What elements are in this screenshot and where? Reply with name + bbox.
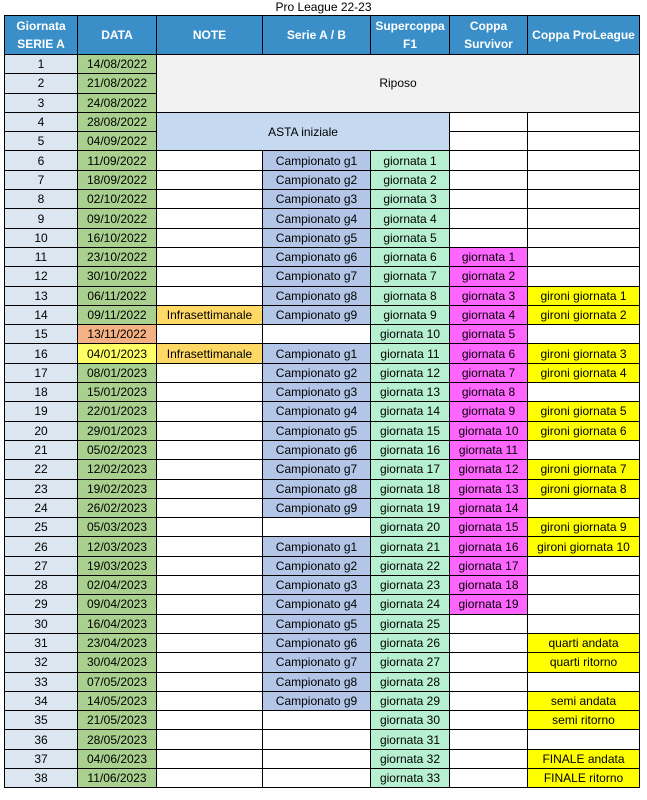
table-row [5, 653, 640, 672]
proleague-cell[interactable] [528, 440, 640, 459]
supercoppa-cell[interactable]: giornata 7 [371, 267, 450, 286]
survivor-cell[interactable]: giornata 8 [450, 383, 528, 402]
giornata-cell[interactable]: 5 [5, 132, 78, 151]
table-row [5, 363, 640, 382]
date-cell[interactable]: 19/03/2023 [78, 556, 157, 575]
table-row [5, 286, 640, 305]
date-cell[interactable]: 19/02/2023 [78, 479, 157, 498]
serie-cell[interactable] [263, 711, 371, 730]
proleague-cell[interactable]: gironi giornata 1 [528, 286, 640, 305]
giornata-cell[interactable]: 32 [5, 653, 78, 672]
note-cell[interactable] [157, 595, 263, 614]
giornata-cell[interactable]: 8 [5, 190, 78, 209]
serie-cell[interactable]: Campionato g5 [263, 614, 371, 633]
supercoppa-cell[interactable]: giornata 31 [371, 730, 450, 749]
giornata-cell[interactable]: 7 [5, 170, 78, 189]
supercoppa-cell[interactable]: giornata 1 [371, 151, 450, 170]
note-cell[interactable] [157, 768, 263, 787]
proleague-cell[interactable] [528, 267, 640, 286]
giornata-cell[interactable]: 6 [5, 151, 78, 170]
survivor-cell[interactable] [450, 768, 528, 787]
serie-cell[interactable]: Campionato g4 [263, 402, 371, 421]
note-cell[interactable] [157, 267, 263, 286]
serie-cell[interactable] [263, 730, 371, 749]
date-cell[interactable]: 12/03/2023 [78, 537, 157, 556]
supercoppa-cell[interactable]: giornata 8 [371, 286, 450, 305]
note-cell[interactable] [157, 537, 263, 556]
survivor-cell[interactable] [450, 691, 528, 710]
note-cell[interactable] [157, 633, 263, 652]
schedule-table [4, 15, 640, 788]
giornata-cell[interactable]: 28 [5, 576, 78, 595]
proleague-cell[interactable]: gironi giornata 9 [528, 518, 640, 537]
survivor-cell[interactable]: giornata 7 [450, 363, 528, 382]
proleague-cell[interactable] [528, 325, 640, 344]
proleague-cell[interactable] [528, 556, 640, 575]
date-cell[interactable]: 30/04/2023 [78, 653, 157, 672]
table-row [5, 498, 640, 517]
survivor-cell[interactable]: giornata 6 [450, 344, 528, 363]
date-cell[interactable]: 14/05/2023 [78, 691, 157, 710]
table-body [5, 55, 640, 788]
survivor-cell[interactable] [450, 730, 528, 749]
proleague-cell[interactable]: quarti andata [528, 633, 640, 652]
survivor-cell[interactable]: giornata 19 [450, 595, 528, 614]
date-cell[interactable]: 05/03/2023 [78, 518, 157, 537]
giornata-cell[interactable]: 3 [5, 93, 78, 112]
table-row [5, 730, 640, 749]
note-cell[interactable] [157, 576, 263, 595]
proleague-cell[interactable] [528, 672, 640, 691]
date-cell[interactable]: 06/11/2022 [78, 286, 157, 305]
table-row [5, 112, 640, 131]
date-cell[interactable]: 11/09/2022 [78, 151, 157, 170]
table-row [5, 595, 640, 614]
serie-cell[interactable]: Campionato g7 [263, 653, 371, 672]
survivor-cell[interactable]: giornata 1 [450, 247, 528, 266]
proleague-cell[interactable] [528, 151, 640, 170]
serie-cell[interactable] [263, 749, 371, 768]
table-row [5, 768, 640, 787]
serie-cell[interactable]: Campionato g4 [263, 209, 371, 228]
date-cell[interactable]: 26/02/2023 [78, 498, 157, 517]
supercoppa-cell[interactable]: giornata 26 [371, 633, 450, 652]
date-cell[interactable]: 14/08/2022 [78, 55, 157, 74]
serie-cell[interactable]: Campionato g3 [263, 383, 371, 402]
date-cell[interactable]: 24/08/2022 [78, 93, 157, 112]
survivor-cell[interactable]: giornata 5 [450, 325, 528, 344]
note-cell[interactable] [157, 711, 263, 730]
table-row [5, 576, 640, 595]
serie-cell[interactable]: Campionato g9 [263, 305, 371, 324]
survivor-cell[interactable] [450, 711, 528, 730]
proleague-cell[interactable] [528, 730, 640, 749]
survivor-cell[interactable] [450, 190, 528, 209]
survivor-cell[interactable]: giornata 3 [450, 286, 528, 305]
note-cell[interactable] [157, 556, 263, 575]
proleague-cell[interactable] [528, 228, 640, 247]
supercoppa-cell[interactable]: giornata 12 [371, 363, 450, 382]
serie-cell[interactable]: Campionato g9 [263, 498, 371, 517]
proleague-cell[interactable] [528, 498, 640, 517]
survivor-cell[interactable] [450, 672, 528, 691]
serie-cell[interactable]: Campionato g8 [263, 672, 371, 691]
asta-cell[interactable]: ASTA iniziale [157, 112, 450, 151]
note-cell[interactable] [157, 749, 263, 768]
note-cell[interactable]: Infrasettimanale [157, 344, 263, 363]
supercoppa-cell[interactable]: giornata 30 [371, 711, 450, 730]
table-row [5, 460, 640, 479]
proleague-cell[interactable]: quarti ritorno [528, 653, 640, 672]
date-cell[interactable]: 09/11/2022 [78, 305, 157, 324]
giornata-cell[interactable]: 29 [5, 595, 78, 614]
giornata-cell[interactable]: 1 [5, 55, 78, 74]
survivor-cell[interactable] [450, 132, 528, 151]
serie-cell[interactable]: Campionato g8 [263, 286, 371, 305]
giornata-cell[interactable]: 22 [5, 460, 78, 479]
note-cell[interactable] [157, 460, 263, 479]
supercoppa-cell[interactable]: giornata 20 [371, 518, 450, 537]
supercoppa-cell[interactable]: giornata 24 [371, 595, 450, 614]
supercoppa-cell[interactable]: giornata 28 [371, 672, 450, 691]
supercoppa-cell[interactable]: giornata 14 [371, 402, 450, 421]
giornata-cell[interactable]: 34 [5, 691, 78, 710]
supercoppa-cell[interactable]: giornata 17 [371, 460, 450, 479]
table-row [5, 228, 640, 247]
serie-cell[interactable]: Campionato g6 [263, 247, 371, 266]
proleague-cell[interactable] [528, 247, 640, 266]
table-row [5, 537, 640, 556]
giornata-cell[interactable]: 12 [5, 267, 78, 286]
table-row [5, 633, 640, 652]
table-row [5, 383, 640, 402]
survivor-cell[interactable] [450, 633, 528, 652]
note-cell[interactable] [157, 402, 263, 421]
proleague-cell[interactable]: gironi giornata 10 [528, 537, 640, 556]
giornata-cell[interactable]: 37 [5, 749, 78, 768]
table-row [5, 325, 640, 344]
date-cell[interactable]: 28/05/2023 [78, 730, 157, 749]
proleague-cell[interactable] [528, 209, 640, 228]
serie-cell[interactable]: Campionato g1 [263, 537, 371, 556]
date-cell[interactable]: 04/09/2022 [78, 132, 157, 151]
proleague-cell[interactable]: gironi giornata 8 [528, 479, 640, 498]
col-header-serie[interactable]: Serie A / B [263, 16, 371, 55]
survivor-cell[interactable] [450, 228, 528, 247]
table-row [5, 614, 640, 633]
survivor-cell[interactable]: giornata 11 [450, 440, 528, 459]
date-cell[interactable]: 23/10/2022 [78, 247, 157, 266]
supercoppa-cell[interactable]: giornata 21 [371, 537, 450, 556]
giornata-cell[interactable]: 33 [5, 672, 78, 691]
sheet-title: Pro League 22-23 [275, 0, 372, 14]
supercoppa-cell[interactable]: giornata 13 [371, 383, 450, 402]
serie-cell[interactable]: Campionato g5 [263, 421, 371, 440]
col-header-proleague[interactable]: Coppa ProLeague [528, 16, 640, 55]
proleague-cell[interactable] [528, 576, 640, 595]
supercoppa-cell[interactable]: giornata 9 [371, 305, 450, 324]
giornata-cell[interactable]: 11 [5, 247, 78, 266]
supercoppa-cell[interactable]: giornata 19 [371, 498, 450, 517]
table-row [5, 305, 640, 324]
proleague-cell[interactable] [528, 614, 640, 633]
table-row [5, 479, 640, 498]
giornata-cell[interactable]: 19 [5, 402, 78, 421]
date-cell[interactable]: 29/01/2023 [78, 421, 157, 440]
giornata-cell[interactable]: 15 [5, 325, 78, 344]
note-cell[interactable] [157, 730, 263, 749]
serie-cell[interactable]: Campionato g5 [263, 228, 371, 247]
supercoppa-cell[interactable]: giornata 16 [371, 440, 450, 459]
table-row [5, 518, 640, 537]
supercoppa-cell[interactable]: giornata 11 [371, 344, 450, 363]
col-header-giornata[interactable]: Giornata SERIE A [5, 16, 78, 55]
table-row [5, 749, 640, 768]
date-cell[interactable]: 09/10/2022 [78, 209, 157, 228]
note-cell[interactable] [157, 653, 263, 672]
giornata-cell[interactable]: 26 [5, 537, 78, 556]
proleague-cell[interactable] [528, 595, 640, 614]
proleague-cell[interactable]: gironi giornata 6 [528, 421, 640, 440]
supercoppa-cell[interactable]: giornata 10 [371, 325, 450, 344]
survivor-cell[interactable] [450, 209, 528, 228]
survivor-cell[interactable]: giornata 10 [450, 421, 528, 440]
survivor-cell[interactable] [450, 151, 528, 170]
giornata-cell[interactable]: 36 [5, 730, 78, 749]
table-row [5, 344, 640, 363]
note-cell[interactable] [157, 286, 263, 305]
giornata-cell[interactable]: 17 [5, 363, 78, 382]
giornata-cell[interactable]: 4 [5, 112, 78, 131]
supercoppa-cell[interactable]: giornata 22 [371, 556, 450, 575]
survivor-cell[interactable]: giornata 4 [450, 305, 528, 324]
date-cell[interactable]: 04/06/2023 [78, 749, 157, 768]
proleague-cell[interactable]: FINALE andata [528, 749, 640, 768]
note-cell[interactable] [157, 190, 263, 209]
date-cell[interactable]: 02/04/2023 [78, 576, 157, 595]
survivor-cell[interactable]: giornata 15 [450, 518, 528, 537]
note-cell[interactable] [157, 691, 263, 710]
note-cell[interactable] [157, 325, 263, 344]
table-row [5, 209, 640, 228]
giornata-cell[interactable]: 18 [5, 383, 78, 402]
supercoppa-cell[interactable]: giornata 6 [371, 247, 450, 266]
date-cell[interactable]: 18/09/2022 [78, 170, 157, 189]
note-cell[interactable] [157, 383, 263, 402]
serie-cell[interactable]: Campionato g3 [263, 576, 371, 595]
serie-cell[interactable]: Campionato g1 [263, 151, 371, 170]
date-cell[interactable]: 16/10/2022 [78, 228, 157, 247]
giornata-cell[interactable]: 16 [5, 344, 78, 363]
col-header-supercoppa[interactable]: Supercoppa F1 [371, 16, 450, 55]
giornata-cell[interactable]: 14 [5, 305, 78, 324]
survivor-cell[interactable]: giornata 16 [450, 537, 528, 556]
supercoppa-cell[interactable]: giornata 23 [371, 576, 450, 595]
date-cell[interactable]: 02/10/2022 [78, 190, 157, 209]
giornata-cell[interactable]: 21 [5, 440, 78, 459]
supercoppa-cell[interactable]: giornata 4 [371, 209, 450, 228]
serie-cell[interactable]: Campionato g6 [263, 633, 371, 652]
proleague-cell[interactable] [528, 112, 640, 131]
date-cell[interactable]: 15/01/2023 [78, 383, 157, 402]
note-cell[interactable] [157, 672, 263, 691]
giornata-cell[interactable]: 24 [5, 498, 78, 517]
survivor-cell[interactable] [450, 112, 528, 131]
supercoppa-cell[interactable]: giornata 2 [371, 170, 450, 189]
date-cell[interactable]: 23/04/2023 [78, 633, 157, 652]
table-row [5, 151, 640, 170]
supercoppa-cell[interactable]: giornata 3 [371, 190, 450, 209]
table-row [5, 402, 640, 421]
serie-cell[interactable]: Campionato g9 [263, 691, 371, 710]
survivor-cell[interactable]: giornata 13 [450, 479, 528, 498]
date-cell[interactable]: 21/05/2023 [78, 711, 157, 730]
survivor-cell[interactable]: giornata 2 [450, 267, 528, 286]
serie-cell[interactable]: Campionato g7 [263, 267, 371, 286]
table-row [5, 55, 640, 74]
survivor-cell[interactable] [450, 170, 528, 189]
note-cell[interactable] [157, 421, 263, 440]
date-cell[interactable]: 09/04/2023 [78, 595, 157, 614]
note-cell[interactable] [157, 228, 263, 247]
note-cell[interactable] [157, 170, 263, 189]
serie-cell[interactable]: Campionato g6 [263, 440, 371, 459]
giornata-cell[interactable]: 10 [5, 228, 78, 247]
serie-cell[interactable]: Campionato g2 [263, 170, 371, 189]
serie-cell[interactable]: Campionato g4 [263, 595, 371, 614]
date-cell[interactable]: 04/01/2023 [78, 344, 157, 363]
note-cell[interactable] [157, 498, 263, 517]
survivor-cell[interactable]: giornata 9 [450, 402, 528, 421]
proleague-cell[interactable] [528, 383, 640, 402]
serie-cell[interactable]: Campionato g7 [263, 460, 371, 479]
note-cell[interactable] [157, 151, 263, 170]
giornata-cell[interactable]: 20 [5, 421, 78, 440]
table-row [5, 711, 640, 730]
table-row [5, 170, 640, 189]
supercoppa-cell[interactable]: giornata 32 [371, 749, 450, 768]
survivor-cell[interactable] [450, 614, 528, 633]
serie-cell[interactable] [263, 768, 371, 787]
table-row [5, 267, 640, 286]
date-cell[interactable]: 30/10/2022 [78, 267, 157, 286]
note-cell[interactable] [157, 479, 263, 498]
table-row [5, 421, 640, 440]
proleague-cell[interactable] [528, 132, 640, 151]
table-row [5, 440, 640, 459]
date-cell[interactable]: 21/08/2022 [78, 74, 157, 93]
survivor-cell[interactable]: giornata 14 [450, 498, 528, 517]
table-row [5, 190, 640, 209]
note-cell[interactable] [157, 363, 263, 382]
giornata-cell[interactable]: 35 [5, 711, 78, 730]
table-row [5, 247, 640, 266]
giornata-cell[interactable]: 25 [5, 518, 78, 537]
date-cell[interactable]: 12/02/2023 [78, 460, 157, 479]
table-row [5, 672, 640, 691]
supercoppa-cell[interactable]: giornata 27 [371, 653, 450, 672]
table-row [5, 691, 640, 710]
survivor-cell[interactable] [450, 653, 528, 672]
giornata-cell[interactable]: 23 [5, 479, 78, 498]
supercoppa-cell[interactable]: giornata 15 [371, 421, 450, 440]
giornata-cell[interactable]: 2 [5, 74, 78, 93]
proleague-cell[interactable]: gironi giornata 4 [528, 363, 640, 382]
serie-cell[interactable]: Campionato g3 [263, 190, 371, 209]
serie-cell[interactable] [263, 325, 371, 344]
col-header-note[interactable]: NOTE [157, 16, 263, 55]
serie-cell[interactable]: Campionato g2 [263, 556, 371, 575]
date-cell[interactable]: 22/01/2023 [78, 402, 157, 421]
date-cell[interactable]: 28/08/2022 [78, 112, 157, 131]
date-cell[interactable]: 11/06/2023 [78, 768, 157, 787]
survivor-cell[interactable]: giornata 17 [450, 556, 528, 575]
proleague-cell[interactable] [528, 190, 640, 209]
note-cell[interactable] [157, 247, 263, 266]
date-cell[interactable]: 05/02/2023 [78, 440, 157, 459]
note-cell[interactable] [157, 518, 263, 537]
serie-cell[interactable]: Campionato g2 [263, 363, 371, 382]
proleague-cell[interactable]: semi ritorno [528, 711, 640, 730]
proleague-cell[interactable]: semi andata [528, 691, 640, 710]
giornata-cell[interactable]: 13 [5, 286, 78, 305]
supercoppa-cell[interactable]: giornata 18 [371, 479, 450, 498]
supercoppa-cell[interactable]: giornata 33 [371, 768, 450, 787]
supercoppa-cell[interactable]: giornata 25 [371, 614, 450, 633]
date-cell[interactable]: 07/05/2023 [78, 672, 157, 691]
supercoppa-cell[interactable]: giornata 5 [371, 228, 450, 247]
date-cell[interactable]: 16/04/2023 [78, 614, 157, 633]
col-header-data[interactable]: DATA [78, 16, 157, 55]
proleague-cell[interactable]: gironi giornata 3 [528, 344, 640, 363]
serie-cell[interactable]: Campionato g8 [263, 479, 371, 498]
survivor-cell[interactable]: giornata 12 [450, 460, 528, 479]
riposo-cell[interactable]: Riposo [157, 55, 640, 113]
col-header-survivor[interactable]: Coppa Survivor [450, 16, 528, 55]
note-cell[interactable] [157, 614, 263, 633]
survivor-cell[interactable]: giornata 18 [450, 576, 528, 595]
giornata-cell[interactable]: 27 [5, 556, 78, 575]
date-cell[interactable]: 13/11/2022 [78, 325, 157, 344]
table-row [5, 556, 640, 575]
giornata-cell[interactable]: 9 [5, 209, 78, 228]
note-cell[interactable] [157, 209, 263, 228]
proleague-cell[interactable]: FINALE ritorno [528, 768, 640, 787]
note-cell[interactable] [157, 440, 263, 459]
survivor-cell[interactable] [450, 749, 528, 768]
serie-cell[interactable] [263, 518, 371, 537]
note-cell[interactable]: Infrasettimanale [157, 305, 263, 324]
proleague-cell[interactable]: gironi giornata 7 [528, 460, 640, 479]
giornata-cell[interactable]: 38 [5, 768, 78, 787]
proleague-cell[interactable] [528, 170, 640, 189]
giornata-cell[interactable]: 30 [5, 614, 78, 633]
serie-cell[interactable]: Campionato g1 [263, 344, 371, 363]
header-row [5, 16, 640, 55]
supercoppa-cell[interactable]: giornata 29 [371, 691, 450, 710]
proleague-cell[interactable]: gironi giornata 5 [528, 402, 640, 421]
giornata-cell[interactable]: 31 [5, 633, 78, 652]
date-cell[interactable]: 08/01/2023 [78, 363, 157, 382]
proleague-cell[interactable]: gironi giornata 2 [528, 305, 640, 324]
